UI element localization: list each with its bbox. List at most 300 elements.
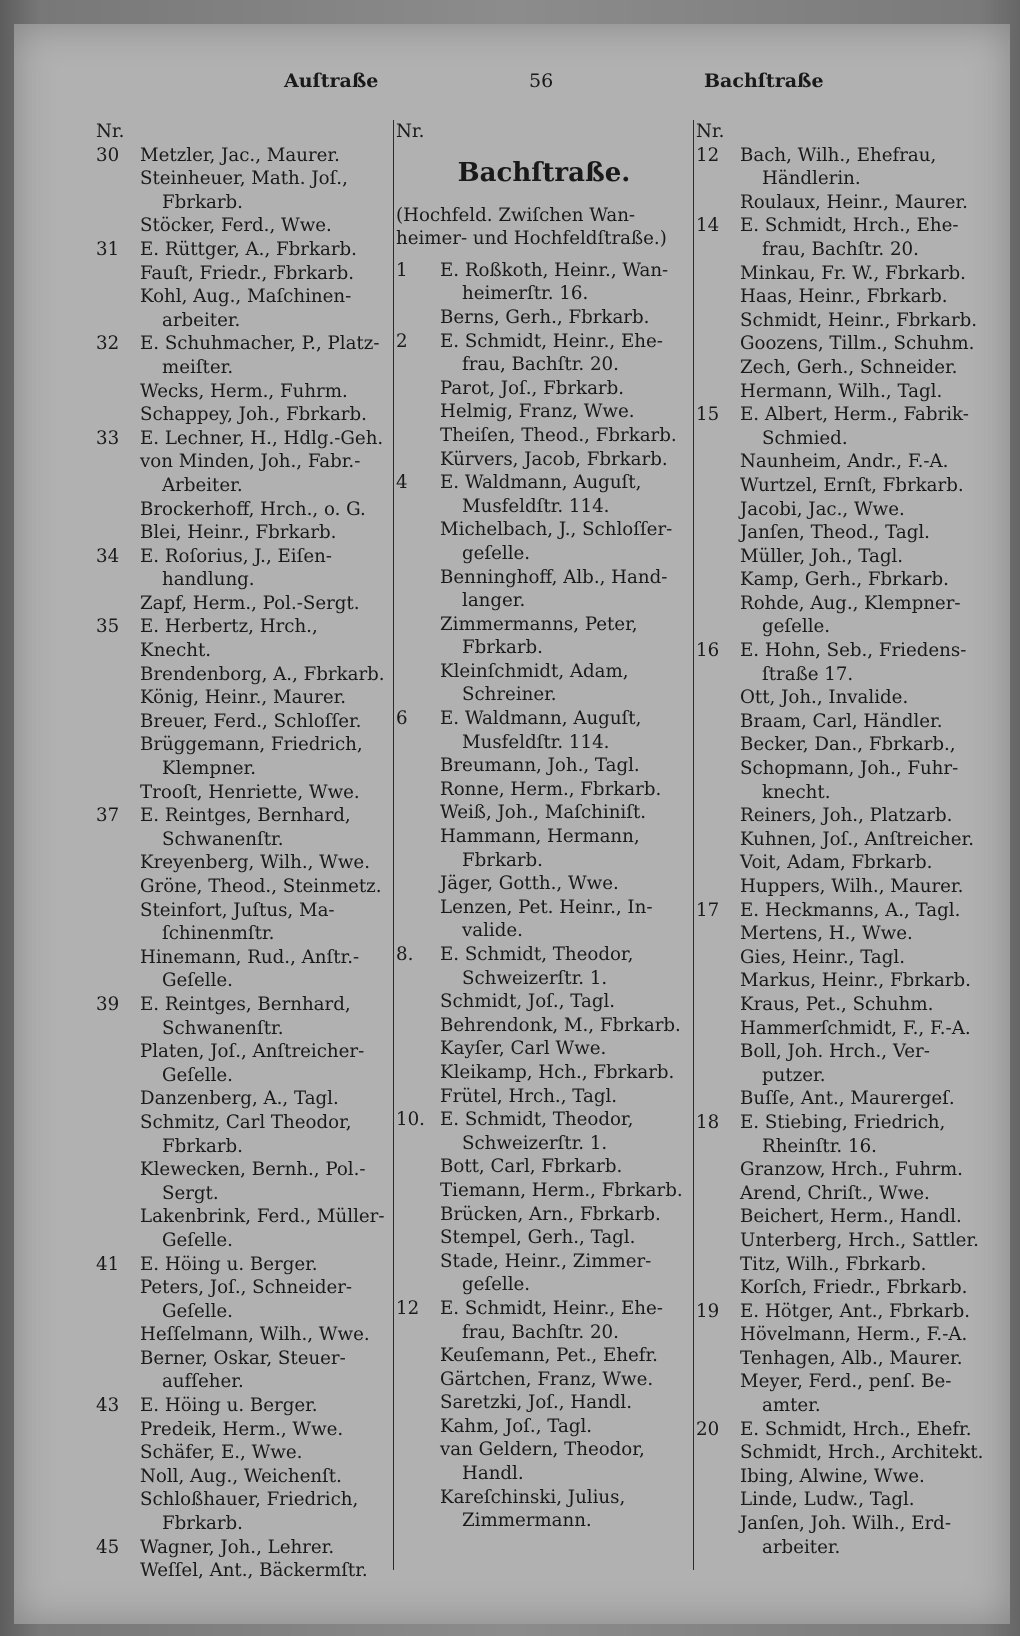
directory-entry [696,1323,992,1347]
directory-entry [96,875,392,899]
directory-entry [96,1111,392,1135]
directory-entry [696,1370,992,1394]
entry-text: E. Schmidt, Hrch., Ehe- [740,215,959,237]
directory-entry [396,1203,692,1227]
directory-entry [396,282,692,306]
house-number: 14 [696,215,720,237]
directory-entry [396,990,692,1014]
entry-text: Schmidt, Hrch., Architekt. [740,1442,984,1464]
entry-text: valide. [462,920,523,942]
directory-entry [696,427,992,451]
directory-entry [396,636,692,660]
entry-text: Linde, Ludw., Tagl. [740,1489,915,1511]
directory-entry [96,1017,392,1041]
directory-entry [696,1158,992,1182]
directory-entry [396,259,692,283]
house-number: 17 [696,899,720,921]
directory-entry [696,1394,992,1418]
entry-text: Händlerin. [762,168,861,190]
directory-entry [96,1135,392,1159]
directory-entry [96,1205,392,1229]
house-number: 35 [96,616,120,638]
entry-text: E. Hohn, Seb., Friedens- [740,640,967,662]
directory-entry [96,1276,392,1300]
entry-text: Peters, Joſ., Schneider- [140,1277,353,1299]
entry-text: Kleinſchmidt, Adam, [440,660,629,682]
page-number: 56 [529,70,554,92]
entry-text: Klewecken, Bernh., Pol.- [140,1159,366,1181]
directory-entry [696,710,992,734]
entry-text: Benninghoff, Alb., Hand- [440,566,668,588]
entry-text: Brockerhoff, Hrch., o. G. [140,498,366,520]
house-number: 12 [396,1297,420,1319]
directory-entry [396,1391,692,1415]
entry-text: E. Lechner, H., Hdlg.-Geh. [140,427,384,449]
directory-entry [96,757,392,781]
entry-text: Stöcker, Ferd., Wwe. [140,215,332,237]
directory-entry [96,1300,392,1324]
entry-text: meiſter. [162,356,234,378]
directory-entry [696,592,992,616]
entry-text: Granzow, Hrch., Fuhrm. [740,1159,963,1181]
directory-entry [96,1347,392,1371]
directory-entry [696,663,992,687]
entry-text: Unterberg, Hrch., Sattler. [740,1229,979,1251]
entry-text: Fbrkarb. [162,1135,243,1157]
directory-entry [396,518,692,542]
directory-entry [396,801,692,825]
directory-entry [396,1061,692,1085]
house-number: 8. [396,944,414,965]
entry-text: Rohde, Aug., Klempner- [740,592,961,614]
entry-text: Platen, Joſ., Anſtreicher- [140,1041,365,1063]
directory-entry [396,1108,692,1132]
directory-entry [696,1253,992,1277]
entry-list [396,259,692,1533]
directory-entry [696,1441,992,1465]
directory-entry [396,471,692,495]
entry-text: Hammerſchmidt, F., F.-A. [740,1017,971,1039]
entry-text: König, Heinr., Maurer. [140,687,347,709]
entry-text: Schweizerſtr. 1. [462,967,608,989]
directory-entry [696,1300,992,1324]
entry-text: Schreiner. [462,684,557,706]
directory-entry [396,1085,692,1109]
entry-text: heimerſtr. 16. [462,283,589,305]
entry-text: Wecks, Herm., Fuhrm. [140,380,348,402]
house-number: 18 [696,1111,720,1133]
entry-text: E. Waldmann, Auguſt, [440,708,642,730]
entry-text: Mertens, H., Wwe. [740,923,913,945]
entry-text: Braam, Carl, Händler. [740,710,943,732]
directory-entry [96,167,392,191]
entry-text: Reiners, Joh., Platzarb. [740,805,953,827]
directory-entry [96,899,392,923]
entry-text: Sergt. [162,1182,219,1204]
directory-entry [396,896,692,920]
directory-entry [96,615,392,662]
entry-text: E. Waldmann, Auguſt, [440,472,642,494]
entry-text: geſelle. [762,616,831,638]
entry-text: E. Reintges, Bernhard, [140,993,351,1015]
directory-entry [96,993,392,1017]
entry-text: Brücken, Arn., Fbrkarb. [440,1203,661,1225]
entry-text: Boll, Joh. Hrch., Ver- [740,1041,930,1063]
entry-text: Naunheim, Andr., F.-A. [740,451,949,473]
entry-text: Geſelle. [162,1300,233,1322]
directory-entry [96,1064,392,1088]
directory-entry [396,919,692,943]
entry-text: Stempel, Gerh., Tagl. [440,1227,636,1249]
directory-entry [96,1040,392,1064]
house-number: 39 [96,993,120,1015]
entry-text: Hövelmann, Herm., F.-A. [740,1324,968,1346]
house-number: 31 [96,238,120,260]
directory-entry [696,1512,992,1536]
directory-entry [396,1415,692,1439]
directory-entry [696,639,992,663]
directory-entry [696,1465,992,1489]
directory-entry [96,498,392,522]
entry-text: Stade, Heinr., Zimmer- [440,1250,652,1272]
directory-entry [696,615,992,639]
entry-text: Meyer, Ferd., penſ. Be- [740,1371,952,1393]
directory-entry [696,946,992,970]
entry-text: von Minden, Joh., Fabr.- [140,451,361,473]
entry-text: Predeik, Herm., Wwe. [140,1418,344,1440]
entry-text: Helmig, Franz, Wwe. [440,401,635,423]
entry-text: Markus, Heinr., Fbrkarb. [740,970,971,992]
directory-entry [696,238,992,262]
directory-entry [396,1344,692,1368]
entry-text: Klempner. [162,758,257,780]
directory-entry [696,545,992,569]
directory-entry [396,707,692,731]
directory-entry [96,356,392,380]
entry-text: knecht. [762,781,831,803]
directory-entry [396,495,692,519]
entry-text: Geſelle. [162,1229,233,1251]
entry-text: E. Reintges, Bernhard, [140,805,351,827]
entry-text: Ibing, Alwine, Wwe. [740,1465,925,1487]
entry-text: Berner, Oskar, Steuer- [140,1347,346,1369]
entry-text: Gröne, Theod., Steinmetz. [140,876,382,897]
directory-entry [96,1394,392,1418]
directory-entry [96,1465,392,1489]
entry-text: Handl. [462,1463,524,1485]
house-number: 33 [96,427,120,449]
entry-text: Behrendonk, M., Fbrkarb. [440,1014,681,1036]
entry-text: Hammann, Hermann, [440,826,640,848]
directory-entry [96,1418,392,1442]
directory-entry [96,474,392,498]
entry-text: Haas, Heinr., Fbrkarb. [740,286,948,308]
entry-text: E. Schmidt, Hrch., Ehefr. [740,1418,972,1440]
house-number: 10. [396,1109,425,1131]
entry-text: Breuer, Ferd., Schloſſer. [140,710,362,732]
entry-text: E. Schmidt, Heinr., Ehe- [440,1297,663,1319]
entry-text: E. Höing u. Berger. [140,1253,318,1275]
directory-entry [396,754,692,778]
directory-entry [96,592,392,616]
column-divider [693,120,694,1570]
directory-entry [696,875,992,899]
entry-text: Fauſt, Friedr., Fbrkarb. [140,262,355,284]
entry-text: E. Roſorius, J., Eiſen- [140,545,332,567]
directory-entry [696,332,992,356]
entry-text: Zech, Gerh., Schneider. [740,356,958,378]
directory-page [14,24,1010,1624]
directory-entry [96,332,392,356]
entry-text: Weſſel, Ant., Bäckermſtr. [140,1560,368,1582]
entry-text: E. Höing u. Berger. [140,1395,318,1417]
directory-entry [96,686,392,710]
directory-entry [396,660,692,684]
directory-entry [96,427,392,451]
directory-entry [96,380,392,404]
directory-entry [96,191,392,215]
directory-entry [696,380,992,404]
entry-text: Ott, Joh., Invalide. [740,687,909,709]
directory-entry [696,993,992,1017]
entry-text: langer. [462,590,526,612]
entry-text: Tenhagen, Alb., Maurer. [740,1347,963,1369]
entry-text: Danzenberg, A., Tagl. [140,1088,339,1110]
entry-text: Wurtzel, Ernſt, Fbrkarb. [740,474,964,496]
entry-text: Lakenbrink, Ferd., Müller- [140,1206,385,1228]
directory-entry [696,285,992,309]
entry-text: putzer. [762,1064,826,1086]
directory-entry [96,1536,392,1560]
entry-text: Parot, Joſ., Fbrkarb. [440,377,625,399]
column-2 [396,120,692,1570]
directory-entry [396,778,692,802]
entry-text: Geſelle. [162,1064,233,1086]
entry-text: Schwanenſtr. [162,1017,284,1039]
entry-text: Saretzki, Joſ., Handl. [440,1392,633,1414]
house-number: 45 [96,1536,120,1558]
entry-text: Fbrkarb. [162,1513,243,1535]
entry-text: Bott, Carl, Fbrkarb. [440,1156,623,1178]
entry-text: Titz, Wilh., Fbrkarb. [740,1253,927,1275]
entry-text: Schloßhauer, Friedrich, [140,1489,359,1511]
entry-text: Tiemann, Herm., Fbrkarb. [440,1179,683,1201]
directory-entry [696,781,992,805]
directory-entry [96,828,392,852]
entry-text: Kohl, Aug., Maſchinen- [140,286,352,308]
directory-entry [96,1229,392,1253]
entry-text: Kleikamp, Hch., Fbrkarb. [440,1061,675,1083]
directory-entry [696,969,992,993]
directory-entry [396,731,692,755]
entry-text: Hinemann, Rud., Anſtr.- [140,946,360,968]
directory-entry [696,686,992,710]
directory-entry [696,450,992,474]
directory-entry [396,1179,692,1203]
entry-text: Schäfer, E., Wwe. [140,1442,303,1464]
directory-entry [696,757,992,781]
directory-entry [396,683,692,707]
directory-entry [396,542,692,566]
entry-text: Breumann, Joh., Tagl. [440,755,640,777]
entry-list [696,144,992,1560]
directory-entry [696,1040,992,1064]
directory-entry [396,330,692,354]
directory-entry [696,804,992,828]
column-divider [393,120,394,1570]
directory-entry [396,1321,692,1345]
entry-text: Jacobi, Jac., Wwe. [740,498,905,520]
entry-text: Kareſchinski, Julius, [440,1486,626,1508]
entry-text: Rheinſtr. 16. [762,1135,877,1157]
entry-text: Weiß, Joh., Maſchiniſt. [440,802,647,824]
directory-entry [396,424,692,448]
directory-entry [96,568,392,592]
page-header [14,70,1010,100]
house-number: 4 [396,472,408,494]
directory-entry [696,1418,992,1442]
entry-text: Geſelle. [162,970,233,992]
house-number: 34 [96,545,120,567]
directory-entry [396,825,692,849]
directory-entry [396,1037,692,1061]
entry-text: Bach, Wilh., Ehefrau, [740,144,937,166]
entry-text: Fbrkarb. [462,849,543,871]
entry-text: Becker, Dan., Fbrkarb., [740,734,956,756]
house-number: 37 [96,805,120,827]
directory-entry [96,403,392,427]
entry-text: amter. [762,1395,821,1417]
house-number: 20 [696,1418,720,1440]
directory-entry [96,946,392,970]
directory-entry [396,1368,692,1392]
directory-entry [396,613,692,637]
entry-text: E. Schmidt, Theodor, [440,1109,634,1131]
entry-text: Trooſt, Henriette, Wwe. [140,781,360,803]
entry-text: Schopmann, Joh., Fuhr- [740,758,959,780]
directory-entry [96,214,392,238]
house-number: 30 [96,144,120,166]
directory-entry [696,733,992,757]
directory-entry [96,804,392,828]
directory-entry [696,1087,992,1111]
entry-text: Musfeldſtr. 114. [462,731,610,753]
entry-text: E. Heckmanns, A., Tagl. [740,899,961,921]
directory-entry [696,1135,992,1159]
entry-text: Michelbach, J., Schloſſer- [440,519,673,541]
entry-text: E. Roßkoth, Heinr., Wan- [440,259,669,281]
directory-entry [396,1462,692,1486]
entry-text: Brendenborg, A., Fbrkarb. [140,663,385,685]
entry-text: Huppers, Wilh., Maurer. [740,876,964,897]
house-number: 41 [96,1253,120,1275]
directory-entry [96,1441,392,1465]
entry-text: E. Herbertz, Hrch., Knecht. [140,616,318,662]
street-description: heimer- und Hochfeldſtraße.) [396,228,667,250]
directory-entry [96,262,392,286]
directory-entry [696,474,992,498]
entry-text: E. Stiebing, Friedrich, [740,1111,946,1133]
entry-text: Wagner, Joh., Lehrer. [140,1536,335,1558]
column-1 [96,120,392,1582]
entry-text: ſtraße 17. [762,663,854,685]
directory-entry [96,851,392,875]
entry-text: Metzler, Jac., Maurer. [140,144,340,166]
entry-text: Schappey, Joh., Fbrkarb. [140,404,367,426]
entry-text: frau, Bachſtr. 20. [462,1321,619,1343]
directory-entry [696,1182,992,1206]
house-number: 16 [696,640,720,662]
entry-text: Gärtchen, Franz, Wwe. [440,1368,654,1390]
entry-text: E. Schmidt, Theodor, [440,944,634,965]
entry-text: Beichert, Herm., Handl. [740,1206,962,1228]
directory-entry [96,285,392,309]
directory-entry [696,922,992,946]
directory-entry [96,1182,392,1206]
entry-text: Schwanenſtr. [162,828,284,850]
entry-text: Keuſemann, Pet., Ehefr. [440,1345,658,1367]
directory-entry [96,781,392,805]
entry-text: Arend, Chriſt., Wwe. [740,1182,930,1204]
directory-entry [96,1512,392,1536]
directory-entry [696,191,992,215]
directory-entry [696,1276,992,1300]
entry-text: Schweizerſtr. 1. [462,1132,608,1154]
house-number: 19 [696,1300,720,1322]
entry-text: Kürvers, Jacob, Fbrkarb. [440,448,668,470]
entry-text: Steinheuer, Math. Joſ., [140,168,348,190]
directory-entry [696,309,992,333]
house-number: 2 [396,330,408,352]
entry-text: Noll, Aug., Weichenſt. [140,1465,342,1487]
entry-text: Schmidt, Joſ., Tagl. [440,991,616,1013]
directory-entry [396,1132,692,1156]
directory-entry [396,1155,692,1179]
house-number: 15 [696,404,720,426]
directory-entry [696,899,992,923]
directory-entry [396,967,692,991]
directory-entry [396,400,692,424]
directory-entry [96,1488,392,1512]
directory-entry [396,1438,692,1462]
entry-text: Müller, Joh., Tagl. [740,545,904,567]
column-3 [696,120,992,1570]
directory-entry [96,1158,392,1182]
entry-text: Gies, Heinr., Tagl. [740,946,905,968]
directory-entry [96,1559,392,1583]
entry-text: frau, Bachſtr. 20. [762,238,919,260]
directory-entry [696,403,992,427]
directory-entry [696,356,992,380]
directory-entry [396,448,692,472]
directory-entry [696,1017,992,1041]
entry-text: aufſeher. [162,1371,244,1393]
directory-entry [696,851,992,875]
directory-entry [696,828,992,852]
entry-text: Arbeiter. [162,474,243,496]
directory-entry [696,498,992,522]
house-number: 12 [696,144,720,166]
entry-text: Kamp, Gerh., Fbrkarb. [740,569,949,591]
directory-entry [96,309,392,333]
directory-entry [396,566,692,590]
house-number: 6 [396,708,408,730]
house-number: 1 [396,259,408,281]
entry-text: Janſen, Joh. Wilh., Erd- [740,1513,951,1535]
directory-entry [396,1250,692,1274]
entry-text: Theiſen, Theod., Fbrkarb. [440,424,677,446]
entry-text: geſelle. [462,542,531,564]
